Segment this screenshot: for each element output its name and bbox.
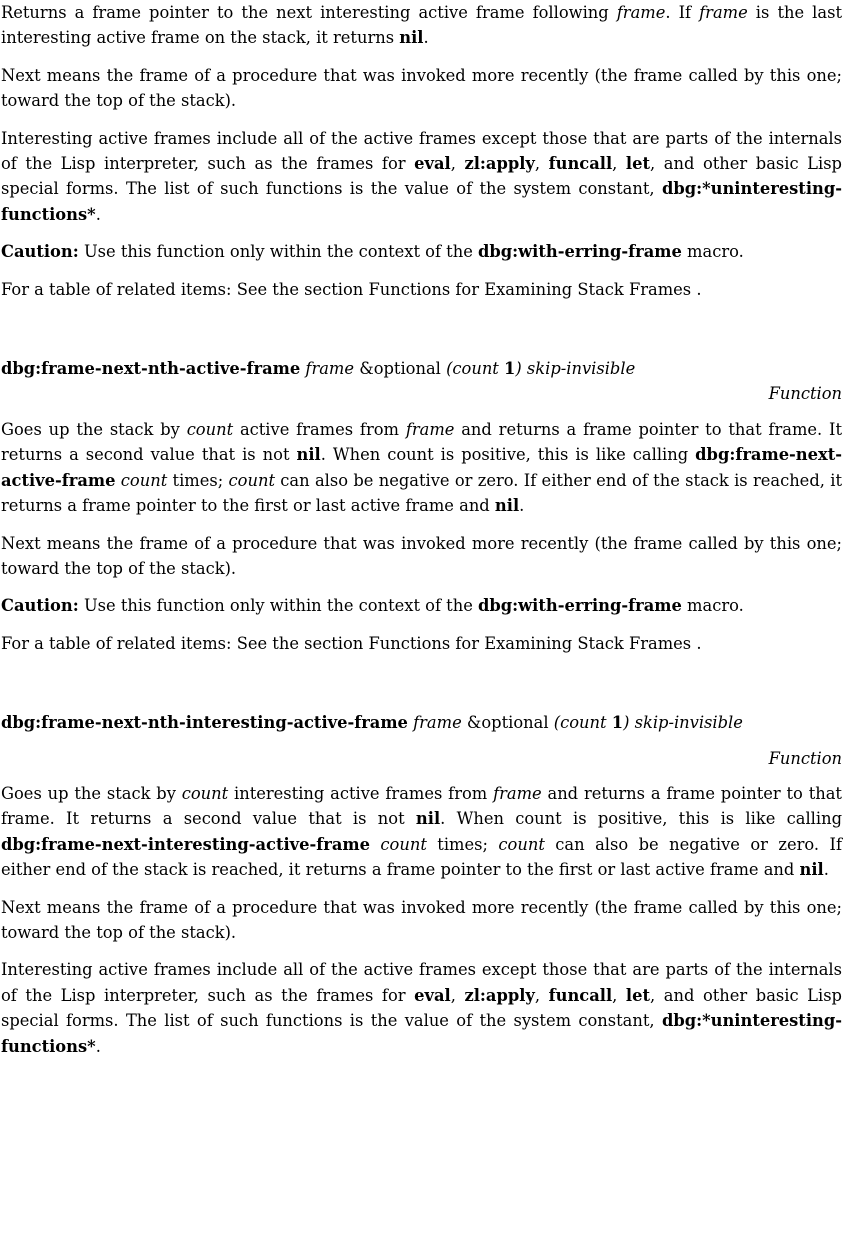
code-constant: dbg:*uninteresting-functions* [1, 1011, 842, 1056]
arg-skip-invisible: skip-invisible [634, 713, 743, 733]
paragraph-interesting-definition: Interesting active frames include all of the active frames except those that are parts of the internals of the Lisp interpreter, such as the frames for eval, zl:apply, funcall, let, and other basic Lisp special forms. The list of such functions is the value of the system constant, dbg:*uninteresting-functions*. [1, 128, 842, 224]
paragraph-caution: Caution: Use this function only within the context of the dbg:with-erring-frame macro. [1, 242, 744, 262]
code-apply: zl:apply [464, 985, 535, 1005]
arg-frame: frame [413, 713, 462, 733]
function-signature: dbg:frame-next-nth-interesting-active-frame frame &optional (count 1) skip-invisible [1, 713, 743, 733]
entry-kind-label: Function [768, 384, 842, 404]
code-macro: dbg:with-erring-frame [478, 596, 682, 616]
paragraph-caution: Caution: Use this function only within the context of the dbg:with-erring-frame macro. [1, 596, 744, 616]
arg-frame: frame [699, 3, 748, 22]
paragraph-next-definition: Next means the frame of a procedure that was invoked more recently (the frame called by this one; toward the top of the stack). [1, 533, 842, 578]
code-nil: nil [415, 809, 441, 829]
code-function: dbg:frame-next-interesting-active-frame [1, 834, 370, 854]
lambda-keyword: &optional [359, 359, 441, 379]
entry-kind-label: Function [768, 748, 842, 768]
function-signature: dbg:frame-next-nth-active-frame frame &optional (count 1) skip-invisible [1, 359, 636, 379]
paragraph-related: For a table of related items: See the section Functions for Examining Stack Frames . [1, 633, 702, 653]
arg-frame: frame [616, 3, 666, 22]
code-eval: eval [414, 985, 451, 1005]
paragraph-description: Goes up the stack by count interesting active frames from frame and returns a frame pointer to that frame. It returns a second value that is not nil. When count is positive, this is like calling dbg:frame-next-interesting-active-frame count times; count can also be negative or zero. If either end of the stack is reached, it returns a frame pointer to the first or last active frame and nil. [1, 783, 842, 880]
paragraph-next-definition: Next means the frame of a procedure that was invoked more recently (the frame called by this one; toward the top of the stack). [1, 65, 842, 111]
default-value: 1 [504, 359, 516, 379]
code-funcall: funcall [548, 985, 613, 1005]
code-let: let [625, 154, 650, 174]
caution-label: Caution: [1, 596, 79, 616]
code-nil: nil [799, 860, 824, 880]
code-funcall: funcall [548, 154, 613, 174]
function-name: dbg:frame-next-nth-interesting-active-frame [1, 713, 408, 733]
section-gap [1, 314, 842, 356]
paragraph-interesting-definition: Interesting active frames include all of the active frames except those that are parts of the internals of the Lisp interpreter, such as the frames for eval, zl:apply, funcall, let, and other basic Lisp special forms. The list of such functions is the value of the system constant, dbg:*uninteresting-functions*. [1, 960, 842, 1056]
lambda-keyword: &optional [466, 713, 549, 733]
code-apply: zl:apply [464, 154, 535, 174]
code-let: let [625, 985, 650, 1005]
code-nil: nil [399, 28, 424, 48]
paragraph-next-definition: Next means the frame of a procedure that was invoked more recently (the frame called by this one; toward the top of the stack). [1, 897, 842, 942]
code-function: dbg:frame-next-active-frame [1, 445, 842, 490]
arg-frame: frame [305, 359, 355, 379]
function-name: dbg:frame-next-nth-active-frame [1, 359, 301, 379]
code-constant: dbg:*uninteresting-functions* [1, 179, 842, 224]
section-gap [1, 668, 842, 710]
code-macro: dbg:with-erring-frame [478, 242, 682, 262]
paragraph-description: Goes up the stack by count active frames from frame and returns a frame pointer to that frame. It returns a second value that is not nil. When count is positive, this is like calling dbg:frame-next-active-frame count times; count can also be negative or zero. If either end of the stack is reached, it returns a frame pointer to the first or last active frame and nil. [1, 419, 842, 516]
paragraph-description: Returns a frame pointer to the next interesting active frame following frame. If frame is the last interesting active frame on the stack, it returns nil. [1, 3, 842, 48]
default-value: 1 [611, 713, 624, 733]
arg-skip-invisible: skip-invisible [526, 359, 636, 379]
caution-label: Caution: [1, 242, 79, 262]
code-nil: nil [494, 496, 520, 516]
code-eval: eval [414, 154, 451, 174]
code-nil: nil [296, 445, 321, 465]
paragraph-related: For a table of related items: See the section Functions for Examining Stack Frames . [1, 279, 702, 299]
